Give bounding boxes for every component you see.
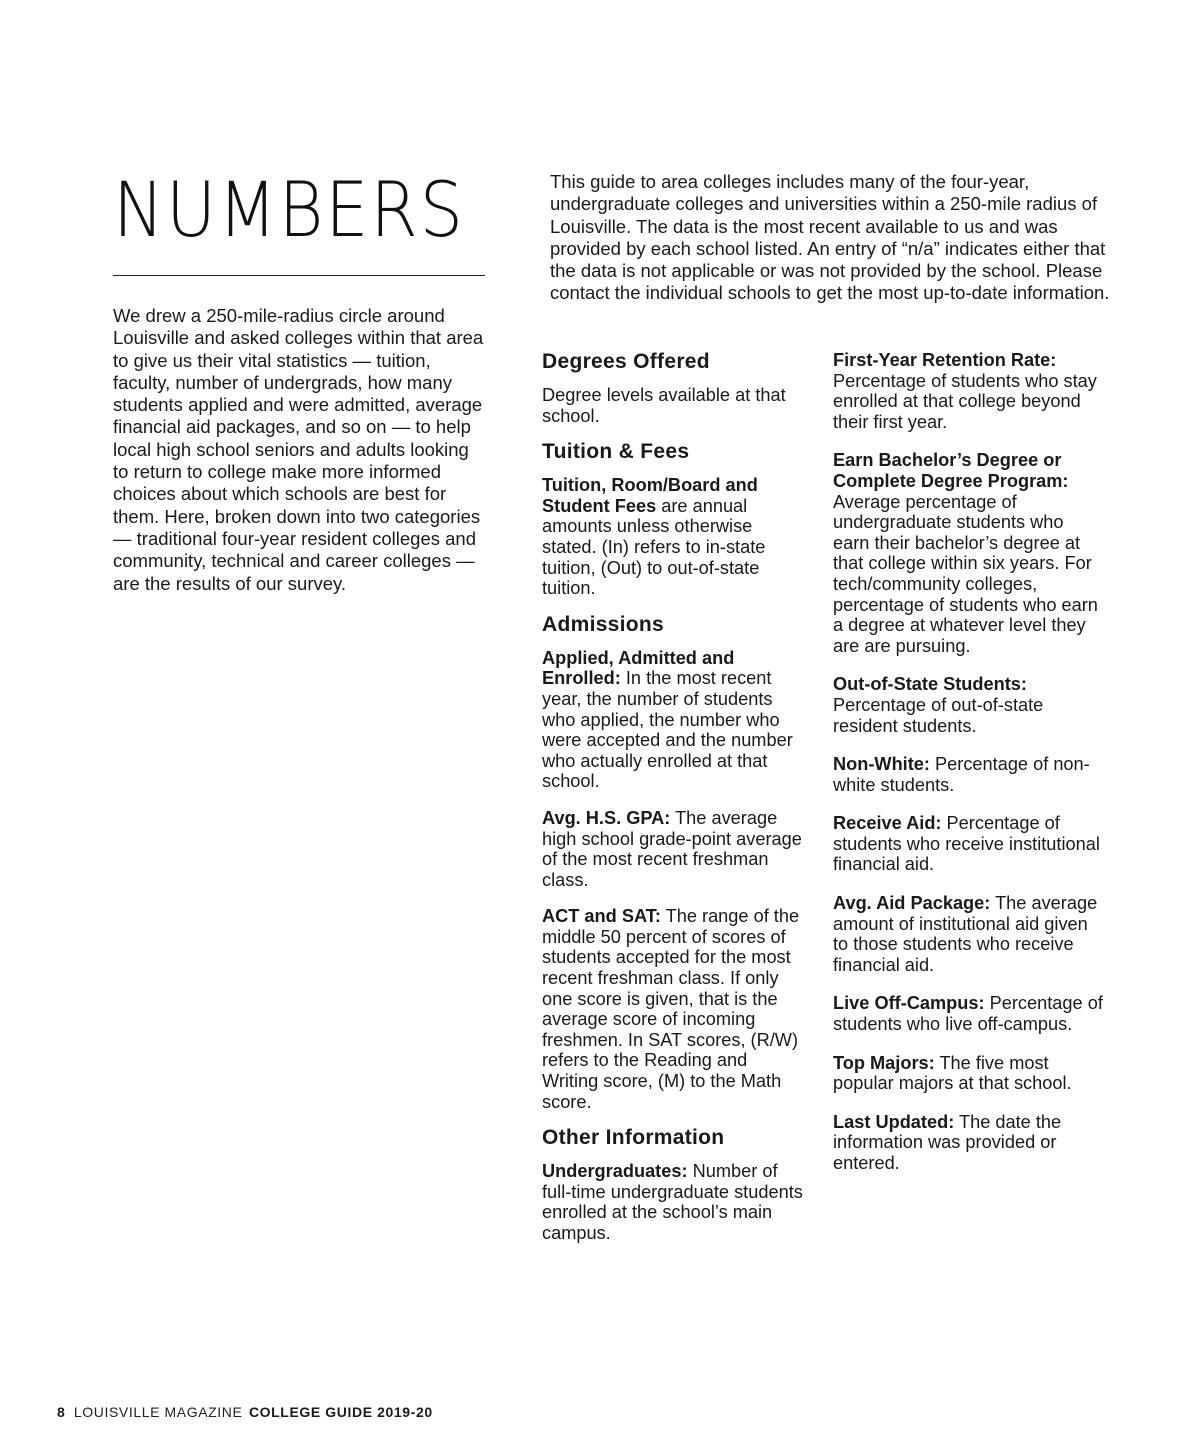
definition-term: Earn Bachelor’s Degree or Complete Degree Program:: [833, 450, 1069, 491]
intro-right-paragraph: This guide to area colleges includes many of the four-year, undergraduate colleges and universities within a 250-mile radius of Louisville. The data is the most recent available to us and was provided by each school listed. An entry of “n/a” indicates either that the data is not applicable or was not provided by the school. Please contact the individual schools to get the most up-to-date information.: [550, 171, 1110, 304]
definition-text: Percentage of students who live off-campus.: [833, 993, 1103, 1035]
definition-tuition: [542, 475, 807, 599]
definitions-column-left: [542, 350, 807, 1244]
definition-text: Percentage of non-white students.: [833, 754, 1090, 795]
section-heading-tuition: Tuition & Fees: [542, 440, 690, 464]
definition-term: Non-White:: [833, 754, 930, 775]
definition-gpa: [542, 808, 807, 890]
definition-term: Last Updated:: [833, 1111, 955, 1132]
guide-name: COLLEGE GUIDE 2019-20: [248, 1404, 433, 1420]
definition-text: The average high school grade-point average of the most recent freshman class.: [542, 807, 802, 890]
definition-non-white: [833, 754, 1103, 795]
section-heading-other: Other Information: [542, 1126, 725, 1150]
definition-applied: [542, 648, 807, 792]
definition-term: Avg. H.S. GPA:: [542, 807, 671, 828]
definition-text: Average percentage of undergraduate students who earn their bachelor’s degree at that college within six years. For tech/community colleges, percentage of students who earn a degree at whatever level they are are pursuing.: [833, 491, 1098, 656]
magazine-name: LOUISVILLE MAGAZINE: [73, 1404, 243, 1420]
definition-live-off-campus: [833, 993, 1103, 1034]
intro-left-paragraph: We drew a 250-mile-radius circle around Louisville and asked colleges within that area to give us their vital statistics — tuition, faculty, number of undergrads, how many students applied and were admitted, average financial aid packages, and so on — to help local high school seniors and adults looking to return to college make more informed choices about which schools are best for them. Here, broken down into two categories — traditional four-year resident colleges and community, technical and career colleges — are the results of our survey.: [113, 305, 484, 594]
title-divider: [113, 275, 485, 276]
definition-term: Receive Aid:: [833, 813, 942, 834]
definition-term: Applied, Admitted and Enrolled:: [542, 647, 735, 689]
definition-out-of-state: [833, 674, 1103, 736]
page-number: 8: [57, 1404, 66, 1420]
definition-text: The average amount of institutional aid given to those students who receive financial aid.: [833, 893, 1098, 975]
definition-aid-package: [833, 893, 1103, 975]
definition-text: Number of full-time undergraduate students enrolled at the school’s main campus.: [542, 1161, 803, 1243]
definition-text: Percentage of out-of-state resident students.: [833, 694, 1044, 736]
definitions-column-right: [833, 350, 1103, 1174]
definition-term: ACT and SAT:: [542, 906, 661, 927]
definition-term: Avg. Aid Package:: [833, 893, 991, 914]
definition-degrees: Degree levels available at that school.: [542, 385, 786, 426]
definition-bachelors: [833, 450, 1103, 656]
definition-term: First-Year Retention Rate:: [833, 350, 1057, 370]
definition-term: Live Off-Campus:: [833, 993, 985, 1014]
definition-act-sat: [542, 906, 807, 1112]
definition-text: Percentage of students who stay enrolled at that college beyond their first year.: [833, 370, 1097, 432]
definition-receive-aid: [833, 813, 1103, 875]
definition-text: are annual amounts unless otherwise stated. (In) refers to in-state tuition, (Out) to out-of-state tuition.: [542, 495, 766, 599]
section-heading-admissions: Admissions: [542, 612, 665, 636]
page-title: NUMBERS: [113, 165, 465, 254]
section-heading-degrees: Degrees Offered: [542, 350, 710, 373]
definition-term: Tuition, Room/Board and Student Fees: [542, 475, 758, 516]
definition-term: Undergraduates:: [542, 1161, 688, 1182]
definition-last-updated: [833, 1112, 1103, 1174]
definition-retention: [833, 350, 1103, 432]
definition-term: Out-of-State Students:: [833, 674, 1027, 695]
definition-undergraduates: [542, 1161, 807, 1243]
page-footer: [57, 1404, 433, 1420]
definition-term: Top Majors:: [833, 1052, 935, 1073]
definition-top-majors: [833, 1053, 1103, 1094]
definition-text: The date the information was provided or entered.: [833, 1111, 1062, 1173]
definition-text: The range of the middle 50 percent of scores of students accepted for the most recent freshman class. If only one score is given, that is the average score of incoming freshmen. In SAT scores, (R/W) refers to the Reading and Writing score, (M) to the Math score.: [542, 906, 800, 1112]
definition-text: Percentage of students who receive institutional financial aid.: [833, 813, 1100, 875]
definition-text: In the most recent year, the number of students who applied, the number who were accepted and the number who actually enrolled at that school.: [542, 668, 793, 792]
definition-text: The five most popular majors at that school.: [833, 1052, 1072, 1094]
